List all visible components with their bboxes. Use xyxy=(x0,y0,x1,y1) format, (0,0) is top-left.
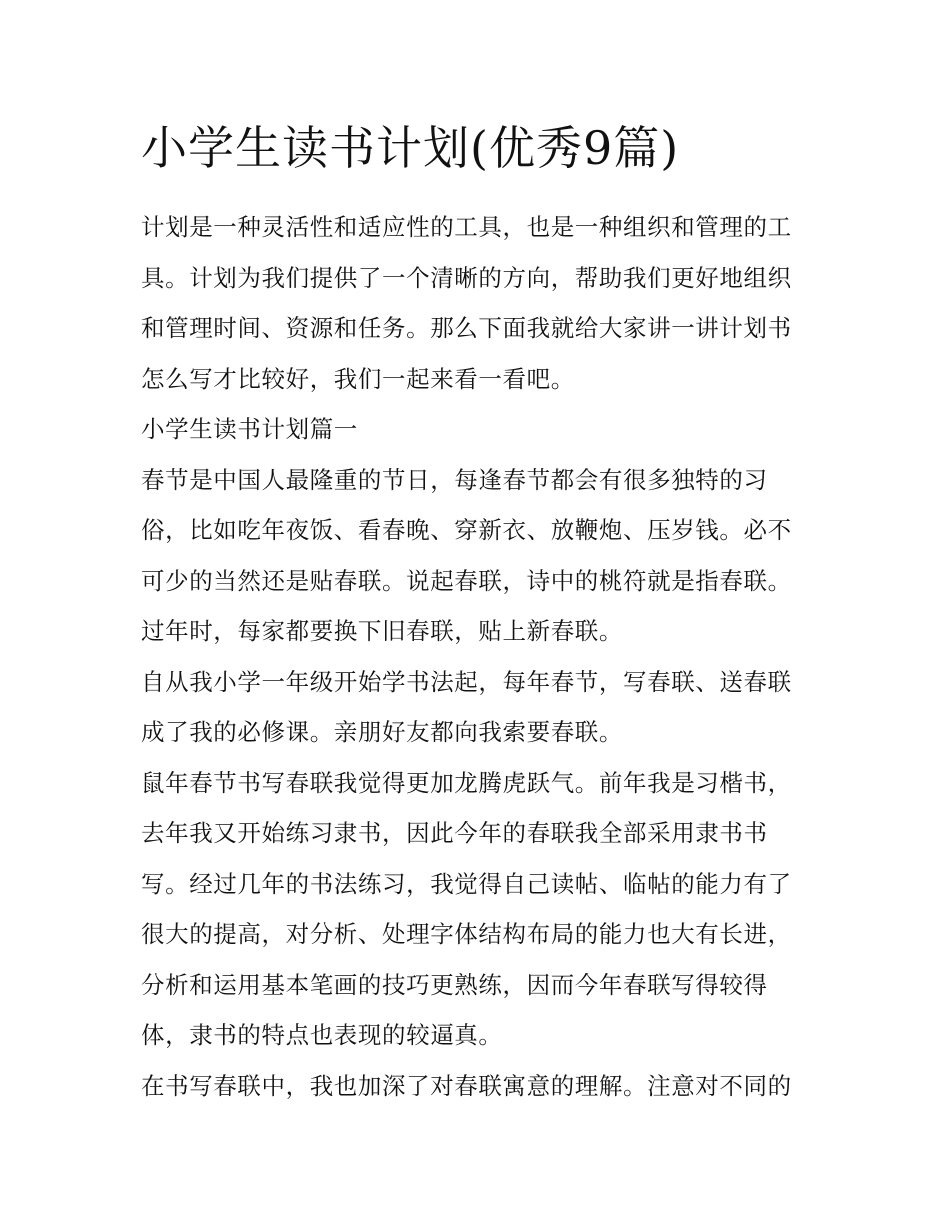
body-paragraph: 鼠年春节书写春联我觉得更加龙腾虎跃气。前年我是习楷书，去年我又开始练习隶书，因此今年的春联我全部采用隶书书写。经过几年的书法练习，我觉得自己读帖、临帖的能力有了很大的提高，对分析、处理字体结构布局的能力也大有长进，分析和运用基本笔画的技巧更熟练，因而今年春联写得较得体，隶书的特点也表现的较逼真。 xyxy=(141,768,792,1049)
intro-paragraph: 计划是一种灵活性和适应性的工具，也是一种组织和管理的工具。计划为我们提供了一个清晰的方向，帮助我们更好地组织和管理时间、资源和任务。那么下面我就给大家讲一讲计划书怎么写才比较好，我们一起来看一看吧。 xyxy=(141,213,792,393)
body-paragraph: 春节是中国人最隆重的节日，每逢春节都会有很多独特的习俗，比如吃年夜饭、看春晚、穿新衣、放鞭炮、压岁钱。必不可少的当然还是贴春联。说起春联，诗中的桃符就是指春联。过年时，每家都要换下旧春联，贴上新春联。 xyxy=(141,465,792,645)
document-title: 小学生读书计划(优秀9篇) xyxy=(141,121,680,175)
body-paragraph: 在书写春联中，我也加深了对春联寓意的理解。注意对不同的 xyxy=(141,1071,792,1100)
document-body xyxy=(141,112,813,1111)
body-paragraph: 自从我小学一年级开始学书法起，每年春节，写春联、送春联成了我的必修课。亲朋好友都向我索要春联。 xyxy=(141,667,792,746)
section-heading: 小学生读书计划篇一 xyxy=(141,415,358,443)
